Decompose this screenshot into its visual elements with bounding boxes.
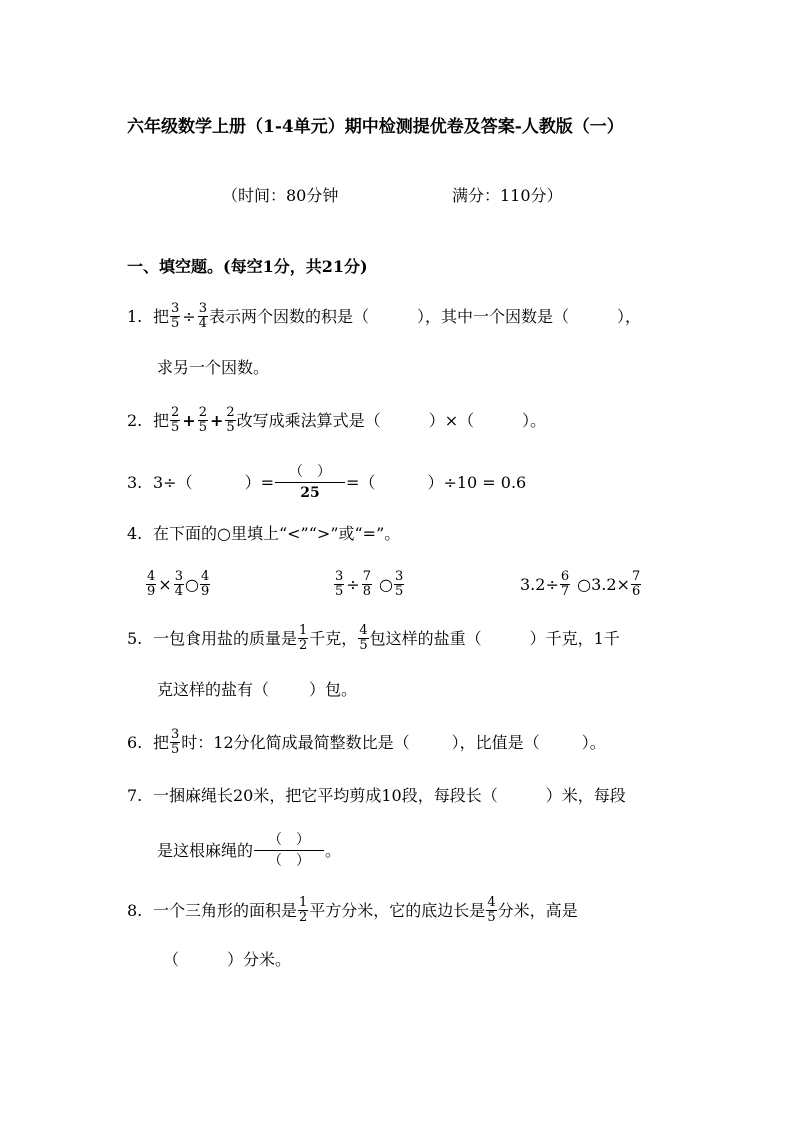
- text: 把: [153, 732, 170, 752]
- fraction: $\frac{7}{6}$: [631, 569, 641, 599]
- text: ）。: [581, 732, 606, 752]
- fraction: $\frac{4}{5}$: [359, 623, 368, 653]
- fraction: $\frac{4}{5}$: [487, 895, 496, 925]
- text: =（: [346, 472, 376, 492]
- text: 3÷（: [153, 472, 193, 492]
- fraction: $\frac{4}{9}$: [200, 569, 210, 599]
- text: 把: [153, 410, 170, 430]
- fraction: $\frac{3}{5}$: [171, 301, 180, 331]
- text: ）包。: [309, 680, 358, 699]
- text: ）×（: [428, 410, 475, 430]
- compare-circle[interactable]: ○3.2×: [577, 574, 630, 594]
- question-8-line-2: [163, 948, 291, 972]
- question-number: 5.: [127, 628, 143, 648]
- question-number: 1.: [127, 306, 143, 326]
- question-number: 2.: [127, 410, 143, 430]
- text: 一个三角形的面积是: [153, 900, 298, 920]
- question-number: 3.: [127, 472, 143, 492]
- question-1: [127, 302, 641, 331]
- fraction: $\frac{4}{9}$: [147, 569, 156, 599]
- fraction: $\frac{2}{5}$: [171, 405, 180, 435]
- text: ）千克，1千: [529, 628, 620, 648]
- question-7: [127, 784, 626, 808]
- question-6: [127, 728, 606, 757]
- question-2: [127, 406, 546, 435]
- question-number: 6.: [127, 732, 143, 752]
- text: ），: [617, 306, 642, 326]
- operator: ×: [158, 574, 172, 594]
- text: 改写成乘法算式是（: [236, 410, 381, 430]
- text: ）÷10 = 0.6: [427, 472, 527, 492]
- question-4: [127, 522, 400, 546]
- operator: ÷: [346, 574, 360, 594]
- comparison-3: [520, 570, 642, 599]
- comparison-1: [145, 570, 211, 599]
- time-info: （时间：80分钟: [222, 186, 339, 205]
- comparison-2: [333, 570, 405, 599]
- operator: ÷: [182, 306, 196, 326]
- question-1-line-2: 求另一个因数。: [157, 358, 270, 377]
- question-7-line-2: [157, 830, 341, 871]
- question-number: 8.: [127, 900, 143, 920]
- fraction: $\frac{( )}{25}$: [275, 462, 345, 503]
- compare-circle[interactable]: ○: [378, 574, 393, 594]
- text: 一包食用盐的质量是: [153, 628, 298, 648]
- fraction: $\frac{3}{4}$: [174, 569, 183, 599]
- text: ）分米。: [227, 950, 292, 969]
- fraction: $\frac{1}{2}$: [299, 623, 308, 653]
- text: 3.2÷: [520, 574, 559, 594]
- text: 把: [153, 306, 170, 326]
- fraction: $\frac{( )}{( )}$: [254, 830, 324, 871]
- fraction: $\frac{3}{5}$: [171, 727, 180, 757]
- question-number: 4.: [127, 524, 143, 543]
- section-heading: 一、填空题。(每空1分，共21分): [127, 257, 368, 276]
- compare-circle[interactable]: ○: [184, 574, 199, 594]
- text: 平方分米，它的底边长是: [309, 900, 486, 920]
- fraction: $\frac{6}{7}$: [560, 569, 570, 599]
- fraction: $\frac{2}{5}$: [226, 405, 235, 435]
- text: ），比值是（: [451, 732, 540, 752]
- text: ）=: [244, 472, 275, 492]
- text: 一捆麻绳长20米，把它平均剪成10段，每段长（: [153, 786, 498, 805]
- text: 。: [325, 840, 342, 860]
- text: 是这根麻绳的: [157, 840, 254, 860]
- question-number: 7.: [127, 786, 143, 805]
- page-title: 六年级数学上册（1-4单元）期中检测提优卷及答案-人教版（一）: [127, 117, 624, 137]
- operator: +: [209, 410, 224, 430]
- text: 时：12分化简成最简整数比是（: [181, 732, 410, 752]
- text: 包这样的盐重（: [369, 628, 482, 648]
- text: ），其中一个因数是（: [417, 306, 570, 326]
- fraction: $\frac{7}{8}$: [362, 569, 371, 599]
- fraction: $\frac{2}{5}$: [198, 405, 207, 435]
- score-info: 满分：110分）: [452, 186, 563, 205]
- question-8: [127, 896, 578, 925]
- text: ）米，每段: [545, 786, 626, 805]
- text: （: [163, 950, 180, 969]
- text: ）。: [522, 410, 547, 430]
- fraction: $\frac{3}{5}$: [335, 569, 344, 599]
- operator: +: [182, 410, 196, 430]
- text: 千克，: [309, 628, 358, 648]
- question-5-line-2: [157, 678, 357, 702]
- fraction: $\frac{3}{4}$: [198, 301, 207, 331]
- text: 在下面的○里填上“<”“>”或“=”。: [153, 524, 401, 543]
- text: 表示两个因数的积是（: [208, 306, 369, 326]
- question-5: [127, 624, 620, 653]
- text: 克这样的盐有（: [157, 680, 270, 699]
- question-3: [127, 462, 526, 503]
- fraction: $\frac{1}{2}$: [299, 895, 308, 925]
- fraction: $\frac{3}{5}$: [394, 569, 404, 599]
- text: 分米，高是: [497, 900, 578, 920]
